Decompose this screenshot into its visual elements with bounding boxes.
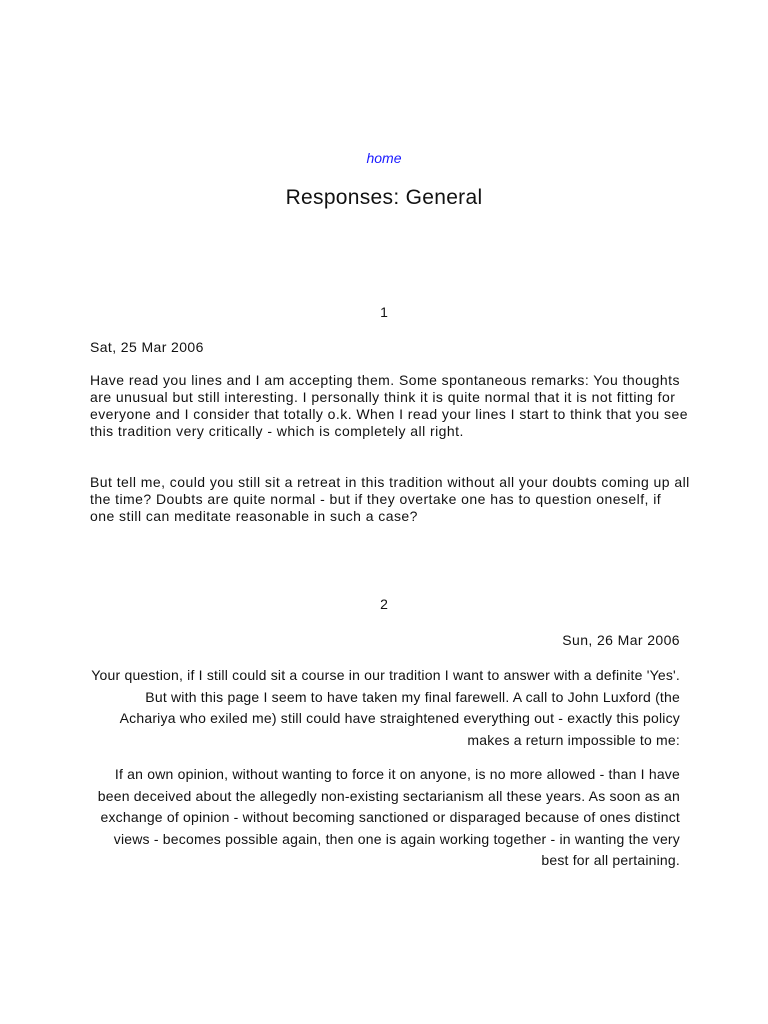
response-number: 2 (380, 596, 388, 612)
response-number: 1 (380, 304, 388, 320)
response-paragraph: But tell me, could you still sit a retreat in this tradition without all your doubts coming up all the time? Doubts are quite normal - but if they overtake one has to question oneself, if one still can meditate reasonable in such a case? (90, 474, 690, 524)
response-date: Sat, 25 Mar 2006 (90, 339, 204, 355)
response-paragraph: Have read you lines and I am accepting them. Some spontaneous remarks: You thoughts are unusual but still interesting. I personally think it is quite normal that it is not fitting for everyone and I consider that totally o.k. When I read your lines I start to think that you see this tradition very critically - which is completely all right. (90, 372, 688, 439)
page-title: Responses: General (285, 186, 483, 209)
response-date: Sun, 26 Mar 2006 (562, 632, 680, 648)
home-link[interactable]: home (366, 150, 402, 166)
response-paragraph: If an own opinion, without wanting to force it on anyone, is no more allowed - than I have been deceived about the allegedly non-existing sectarianism all these years. As soon as an exchange of opinion - without becoming sanctioned or disparaged because of ones distinct views - becomes possible again, then one is again working together - in wanting the very best for all pertaining. (97, 766, 680, 868)
response-paragraph: Your question, if I still could sit a course in our tradition I want to answer with a definite 'Yes'. But with this page I seem to have taken my final farewell. A call to John Luxford (the Achariya who exiled me) still could have straightened everything out - exactly this policy makes a return impossible to me: (91, 667, 680, 748)
